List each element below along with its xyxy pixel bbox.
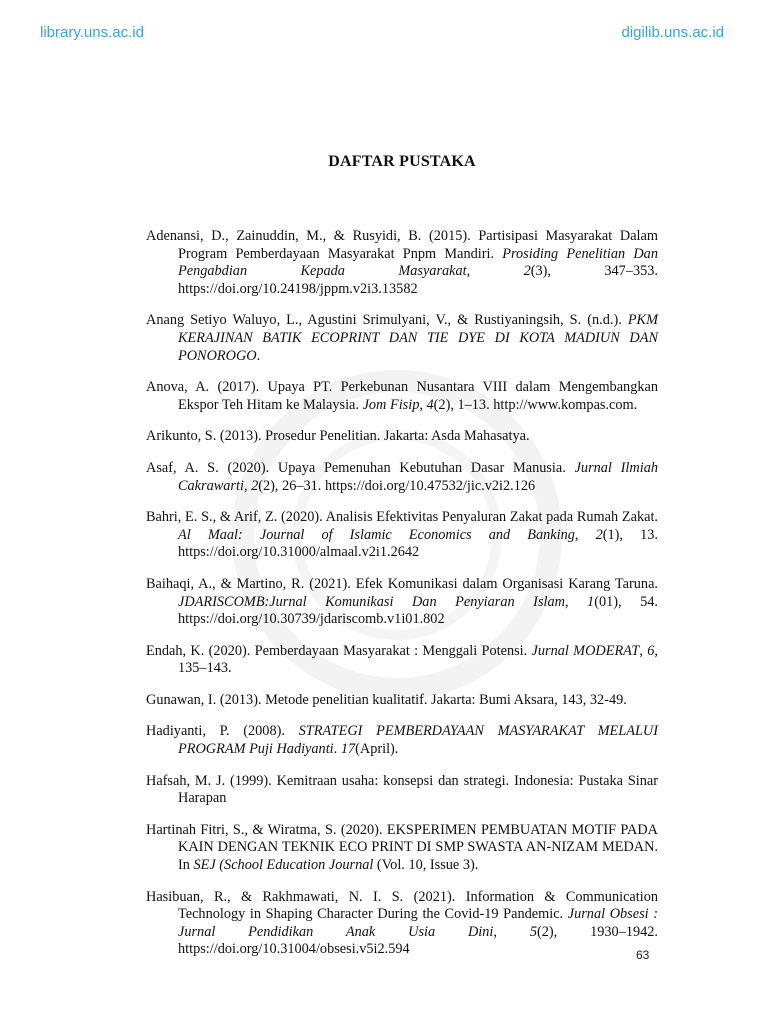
reference-italic-segment: Al Maal: Journal of Islamic Economics and Banking	[178, 526, 575, 543]
reference-italic-segment: 5	[529, 923, 537, 940]
reference-text-segment: ,	[564, 593, 588, 610]
reference-italic-segment: Prosiding Penelitian Dan Pengabdian Kepada Masyarakat	[178, 245, 658, 280]
reference-entry	[146, 312, 658, 365]
reference-list	[146, 228, 658, 973]
reference-text-segment: .	[256, 347, 261, 364]
reference-text-segment: Asaf, A. S. (2020). Upaya Pemenuhan Kebutuhan Dasar Manusia.	[146, 459, 575, 476]
reference-italic-segment: STRATEGI PEMBERDAYAAN MASYARAKAT MELALUI PROGRAM Puji Hadiyanti	[178, 723, 658, 758]
reference-text-segment: (3), 347–353. https://doi.org/10.24198/jppm.v2i3.13582	[178, 263, 658, 297]
reference-italic-segment: SEJ (School Education Journal	[193, 857, 374, 874]
reference-text-segment: Hartinah Fitri, S., & Wiratma, S. (2020). EKSPERIMEN PEMBUATAN MOTIF PADA KAIN DENGAN TEKNIK ECO PRINT DI SMP SWASTA AN-NIZAM MEDAN. In	[146, 821, 658, 874]
reference-text-segment: Arikunto, S. (2013). Prosedur Penelitian. Jakarta: Asda Mahasatya.	[146, 428, 530, 445]
reference-italic-segment: 2	[595, 526, 603, 543]
reference-text-segment: ,	[639, 642, 648, 659]
reference-text-segment: Hadiyanti, P. (2008).	[146, 723, 299, 740]
page-number: 63	[636, 948, 650, 962]
reference-italic-segment: 2	[523, 263, 531, 280]
reference-italic-segment: 17	[340, 741, 356, 758]
reference-text-segment: (1), 13. https://doi.org/10.31000/almaal.v2i1.2642	[178, 526, 658, 561]
reference-italic-segment: PKM KERAJINAN BATIK ECOPRINT DAN TIE DYE DI KOTA MADIUN DAN PONOROGO	[178, 312, 658, 364]
reference-italic-segment: 6	[647, 642, 655, 659]
reference-text-segment: .	[333, 741, 341, 758]
reference-entry	[146, 822, 658, 875]
reference-italic-segment: Jom Fisip	[362, 396, 420, 413]
reference-text-segment: ,	[243, 477, 252, 494]
reference-text-segment: Gunawan, I. (2013). Metode penelitian kualitatif. Jakarta: Bumi Aksara, 143, 32-49.	[146, 691, 627, 708]
reference-entry	[146, 379, 658, 414]
reference-text-segment: , 135–143.	[178, 642, 658, 677]
reference-text-segment: ,	[574, 526, 596, 543]
reference-text-segment: ,	[493, 923, 530, 940]
reference-entry	[146, 723, 658, 758]
reference-text-segment: ,	[466, 263, 524, 280]
reference-italic-segment: Jurnal MODERAT	[531, 642, 640, 659]
reference-text-segment: (2), 1–13. http://www.kompas.com.	[433, 396, 638, 413]
reference-entry	[146, 889, 658, 959]
page-title: DAFTAR PUSTAKA	[328, 153, 476, 170]
reference-text-segment: Endah, K. (2020). Pemberdayaan Masyarakat : Menggali Potensi.	[146, 642, 532, 659]
reference-italic-segment: 2	[251, 477, 259, 494]
reference-text-segment: Hafsah, M. J. (1999). Kemitraan usaha: konsepsi dan strategi. Indonesia: Pustaka Sinar Harapan	[146, 772, 658, 807]
reference-text-segment: Bahri, E. S., & Arif, Z. (2020). Analisis Efektivitas Penyaluran Zakat pada Rumah Zakat.	[146, 509, 658, 526]
reference-text-segment: Adenansi, D., Zainuddin, M., & Rusyidi, B. (2015). Partisipasi Masyarakat Dalam Program Pemberdayaan Masyarakat Pnpm Mandiri.	[146, 228, 658, 262]
reference-italic-segment: 1	[587, 593, 595, 610]
reference-italic-segment: 4	[426, 396, 434, 413]
reference-text-segment: ,	[419, 396, 427, 413]
reference-entry	[146, 228, 658, 298]
reference-entry	[146, 692, 658, 710]
reference-italic-segment: Jurnal Obsesi : Jurnal Pendidikan Anak Usia Dini	[178, 906, 659, 940]
reference-entry	[146, 773, 658, 808]
reference-entry	[146, 460, 658, 495]
library-link[interactable]: library.uns.ac.id	[40, 24, 144, 41]
reference-text-segment: Baihaqi, A., & Martino, R. (2021). Efek Komunikasi dalam Organisasi Karang Taruna.	[146, 575, 658, 592]
reference-italic-segment: Jurnal Ilmiah Cakrawarti	[178, 459, 658, 494]
reference-text-segment: (01), 54. https://doi.org/10.30739/jdariscomb.v1i01.802	[178, 593, 658, 628]
reference-entry	[146, 509, 658, 562]
reference-text-segment: Anova, A. (2017). Upaya PT. Perkebunan Nusantara VIII dalam Mengembangkan Ekspor Teh Hitam ke Malaysia.	[146, 379, 658, 413]
reference-text-segment: (2), 1930–1942. https://doi.org/10.31004/obsesi.v5i2.594	[178, 923, 659, 958]
reference-text-segment: (Vol. 10, Issue 3).	[373, 857, 479, 874]
reference-entry	[146, 428, 658, 446]
reference-entry	[146, 576, 658, 629]
reference-text-segment: (April).	[355, 741, 399, 758]
reference-entry	[146, 643, 658, 678]
reference-text-segment: (2), 26–31. https://doi.org/10.47532/jic.v2i2.126	[258, 477, 536, 494]
reference-italic-segment: JDARISCOMB:Jurnal Komunikasi Dan Penyiaran Islam	[178, 593, 565, 610]
digilib-link[interactable]: digilib.uns.ac.id	[621, 24, 724, 41]
reference-text-segment: Anang Setiyo Waluyo, L., Agustini Srimulyani, V., & Rustiyaningsih, S. (n.d.).	[146, 312, 628, 329]
reference-text-segment: Hasibuan, R., & Rakhmawati, N. I. S. (2021). Information & Communication Technology in Shaping Character During the Covid-19 Pandemic.	[146, 888, 658, 923]
